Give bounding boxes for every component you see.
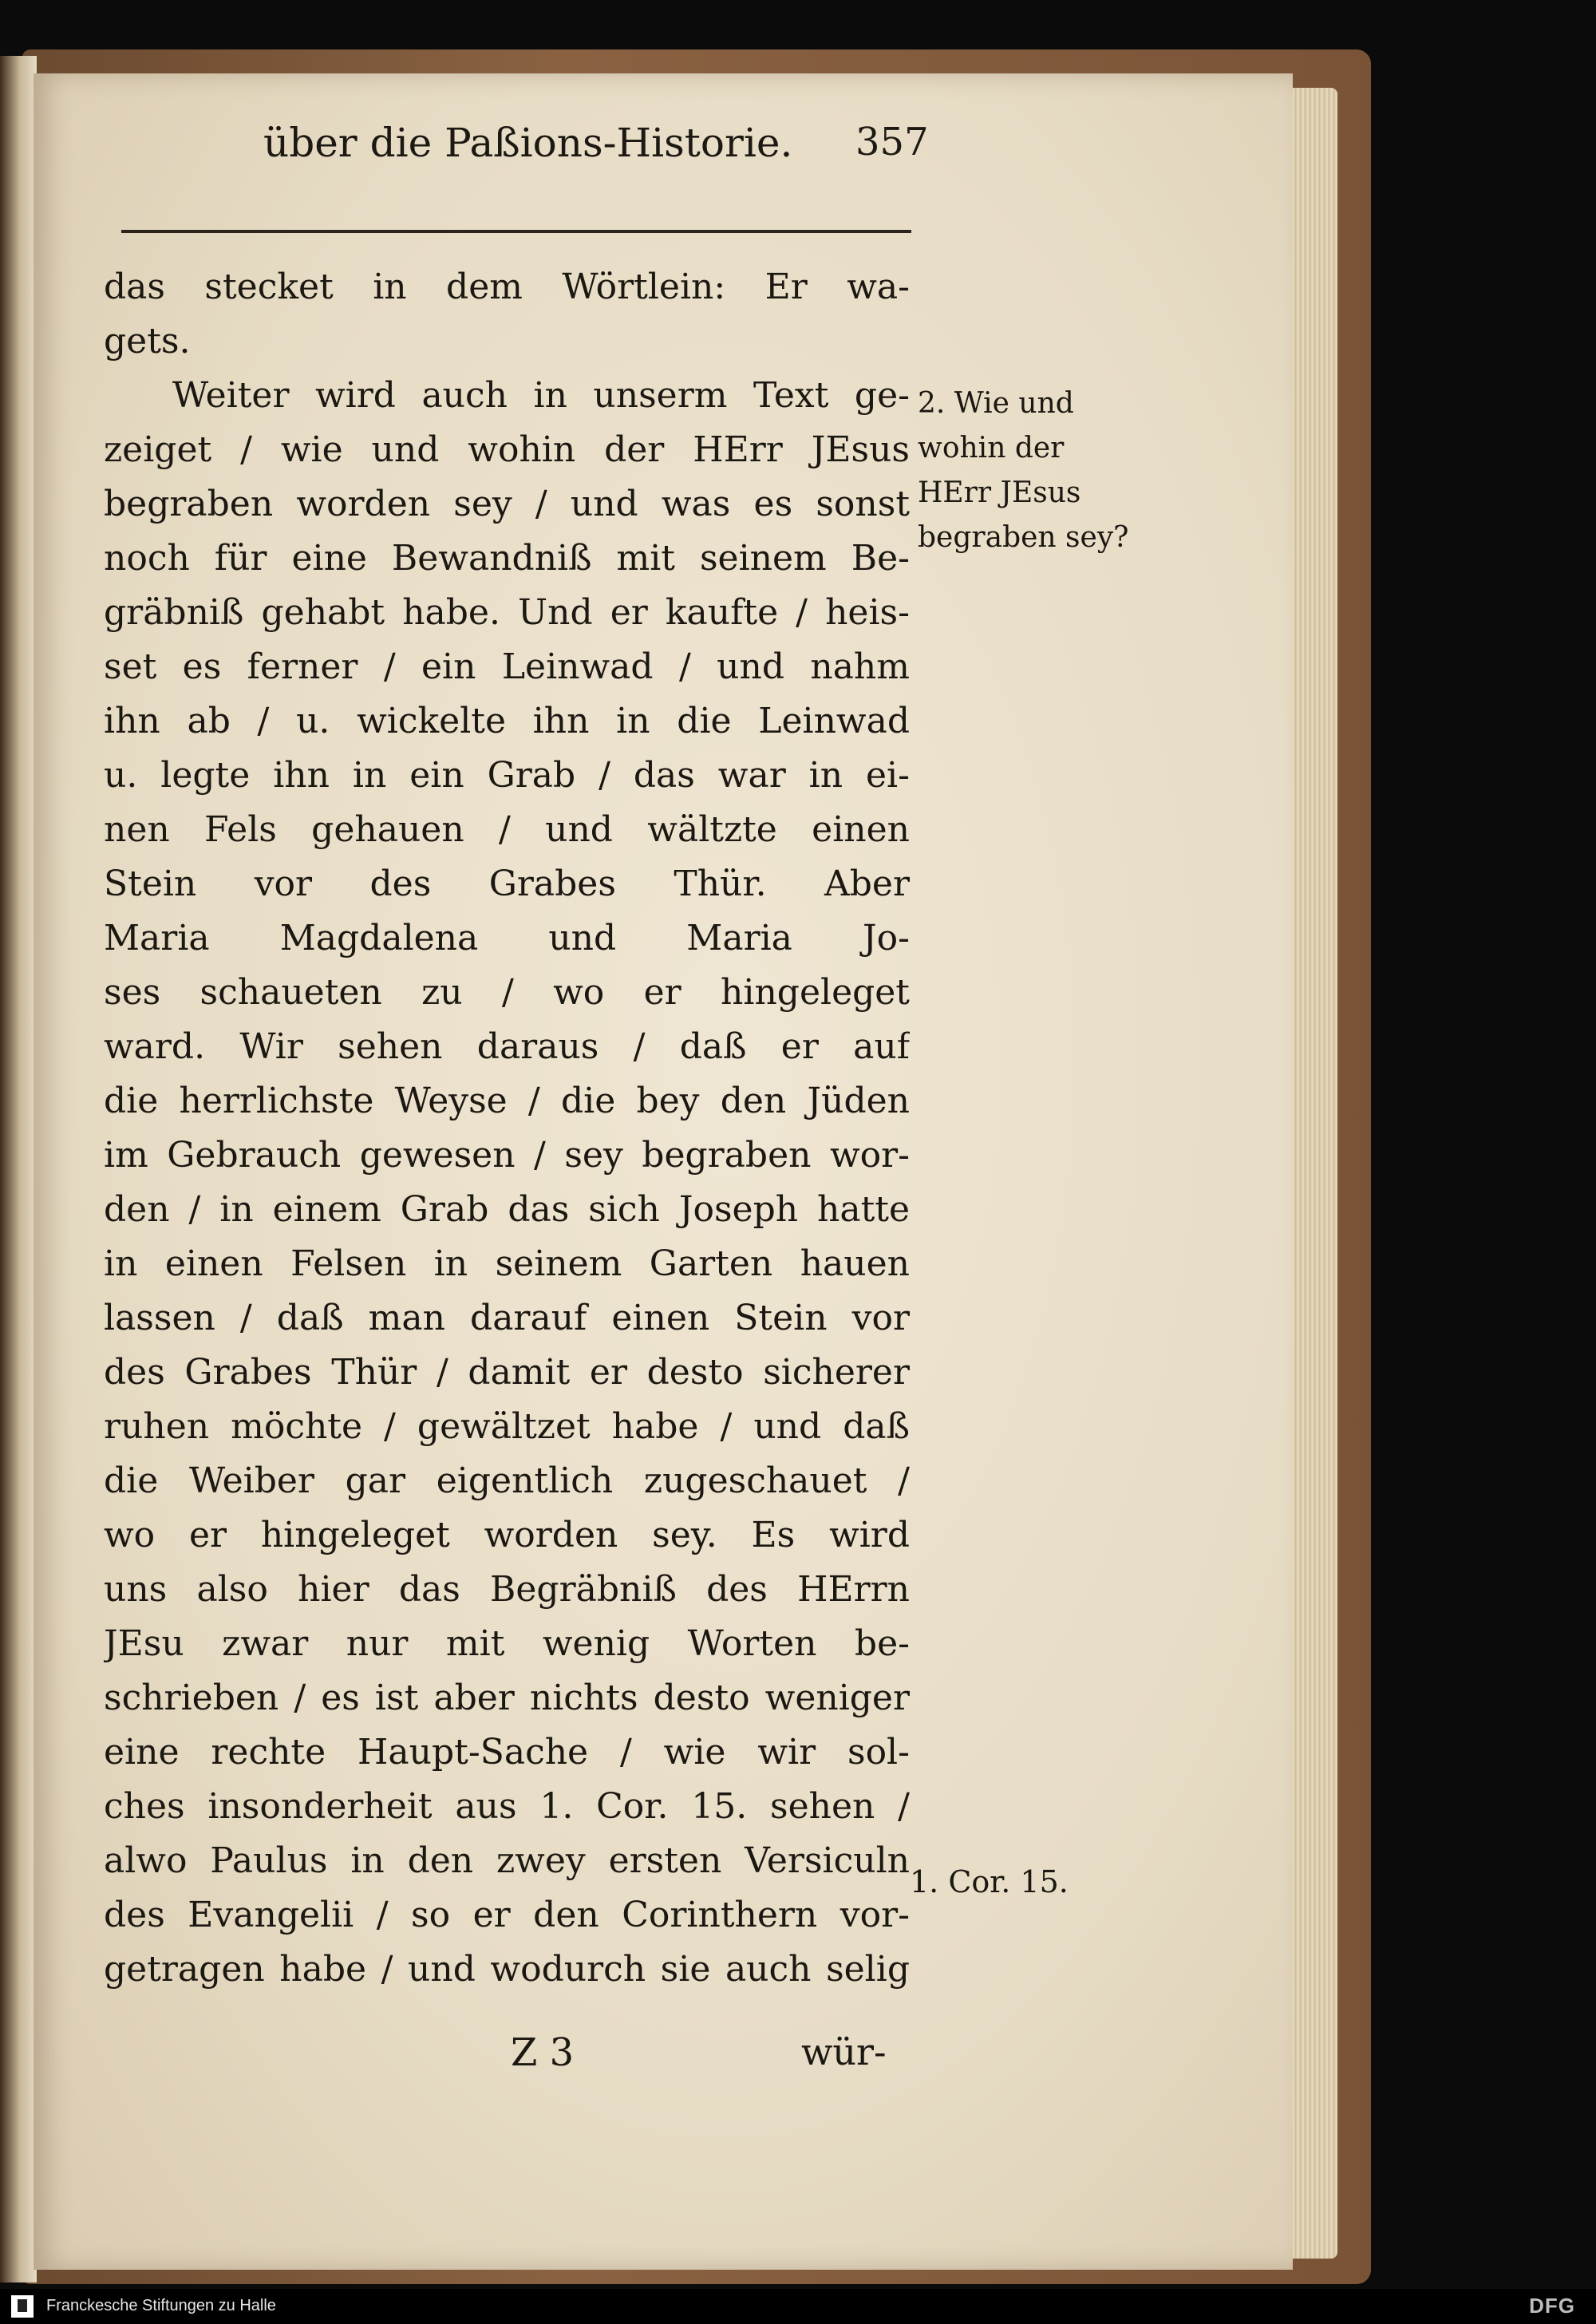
margin-note [918,381,1173,560]
text-line: JEsu zwar nur mit wenig Worten be- [104,1623,910,1664]
running-header: über die Paßions-Historie. [263,120,793,166]
facing-page-edge [0,56,37,2282]
text-line: den / in einem Grab das sich Joseph hatte [104,1189,910,1230]
margin-reference: 1. Cor. 15. [910,1864,1069,1899]
header-rule [121,230,911,233]
text-line: eine rechte Haupt-Sache / wie wir sol- [104,1732,910,1773]
text-line: u. legte ihn in ein Grab / das war in ei- [104,755,910,796]
text-line: nen Fels gehauen / und wältzte einen [104,809,910,850]
text-line: begraben worden sey / und was es sonst [104,484,910,524]
dfg-logo: DFG [1529,2294,1575,2318]
text-line: alwo Paulus in den zwey ersten Versiculn [104,1840,910,1881]
text-line: gräbniß gehabt habe. Und er kaufte / heis- [104,592,910,633]
text-line: set es ferner / ein Leinwad / und nahm [104,646,910,687]
text-line: zeiget / wie und wohin der HErr JEsus [104,429,910,470]
footer-bar [0,2289,1596,2324]
text-line: ses schaueten zu / wo er hingeleget [104,972,910,1013]
margin-note-line: begraben sey? [918,521,1129,554]
text-line: das stecket in dem Wörtlein: Er wa- [104,267,910,307]
margin-note-line: 2. Wie und [918,387,1074,420]
text-line: ruhen möchte / gewältzet habe / und daß [104,1406,910,1447]
text-line: ihn ab / u. wickelte ihn in die Leinwad [104,701,910,741]
text-line: des Grabes Thür / damit er desto sicherer [104,1352,910,1393]
text-line: die herrlichste Weyse / die bey den Jüden [104,1081,910,1121]
text-line: lassen / daß man darauf einen Stein vor [104,1298,910,1338]
text-line: in einen Felsen in seinem Garten hauen [104,1243,910,1284]
text-line: des Evangelii / so er den Corinthern vor- [104,1895,910,1935]
text-line: noch für eine Bewandniß mit seinem Be- [104,538,910,579]
text-line: die Weiber gar eigentlich zugeschauet / [104,1460,910,1501]
text-line: im Gebrauch gewesen / sey begraben wor- [104,1135,910,1176]
text-line: schrieben / es ist aber nichts desto weniger [104,1678,910,1718]
margin-note-line: wohin der [918,432,1065,464]
text-line: ches insonderheit aus 1. Cor. 15. sehen / [104,1786,910,1827]
text-line: Maria Magdalena und Maria Jo- [104,918,910,958]
text-line: gets. [104,321,191,362]
text-line: wo er hingeleget worden sey. Es wird [104,1515,910,1555]
institution-logo-icon [11,2295,34,2318]
text-line: getragen habe / und wodurch sie auch selig [104,1949,910,1990]
text-line: Stein vor des Grabes Thür. Aber [104,864,910,904]
catchword: wür- [801,2030,887,2073]
page-number: 357 [855,120,929,164]
text-line: ward. Wir sehen daraus / daß er auf [104,1026,910,1067]
signature-mark: Z 3 [511,2030,575,2075]
margin-note-line: HErr JEsus [918,476,1081,509]
text-line: Weiter wird auch in unserm Text ge- [172,375,910,416]
institution-name: Franckesche Stiftungen zu Halle [46,2297,276,2314]
text-line: uns also hier das Begräbniß des HErrn [104,1569,910,1610]
page-stack-edge [1286,88,1337,2259]
body-text [104,260,910,1997]
